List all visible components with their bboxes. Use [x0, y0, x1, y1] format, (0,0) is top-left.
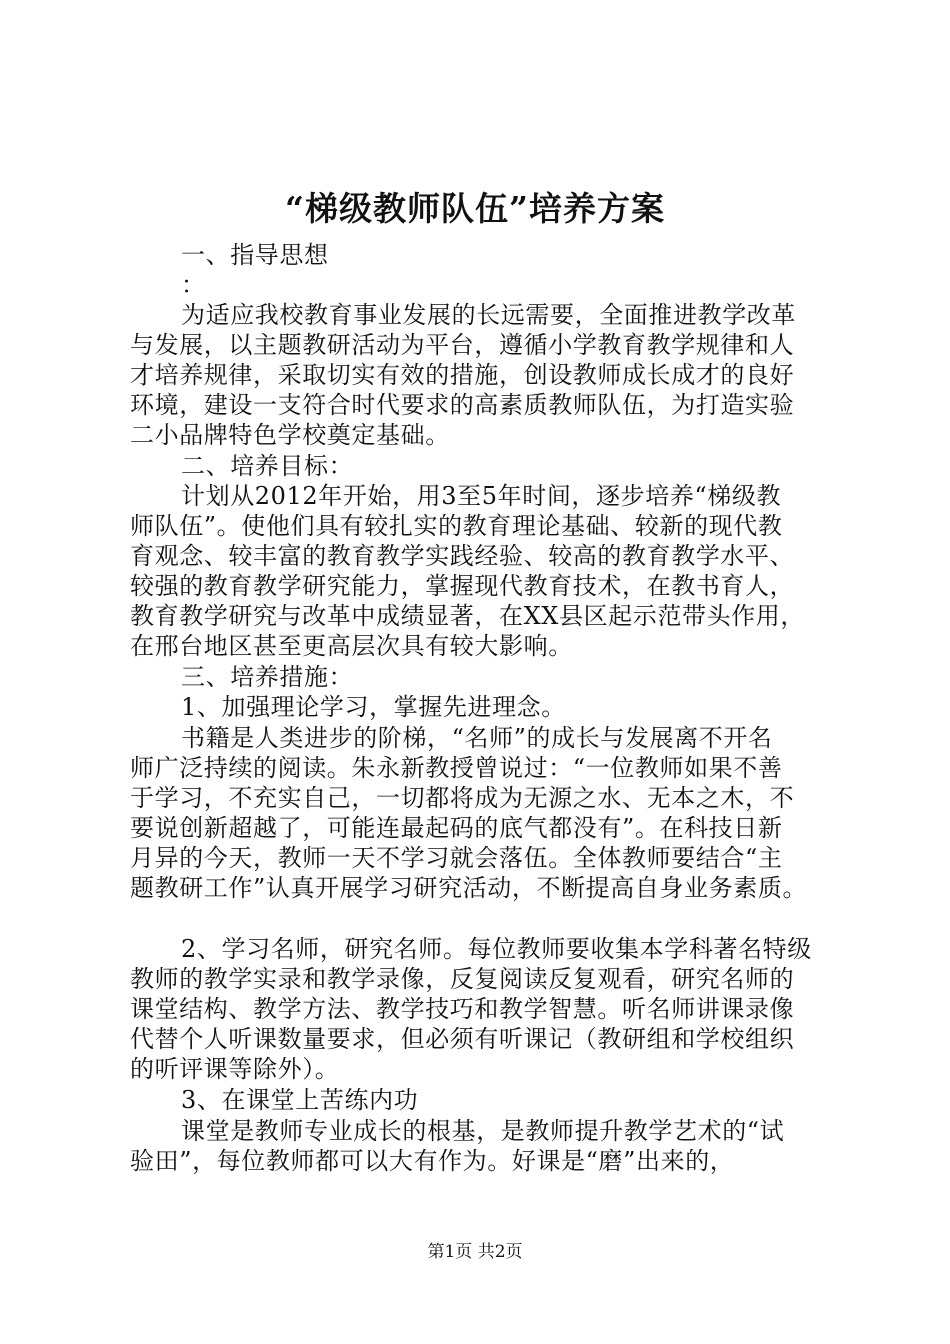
paragraph-line: 二小品牌特色学校奠定基础。	[130, 421, 450, 449]
paragraph-line: 才培养规律，采取切实有效的措施，创设教师成长成才的良好	[130, 361, 795, 389]
paragraph-line: 课堂结构、教学方法、教学技巧和教学智慧。听名师讲课录像	[130, 995, 795, 1023]
paragraph-line: 与发展，以主题教研活动为平台，遵循小学教育教学规律和人	[130, 331, 795, 359]
subheading-classroom-practice: 3、在课堂上苦练内功	[181, 1086, 419, 1114]
paragraph-line: 环境，建设一支符合时代要求的高素质教师队伍，为打造实验	[130, 391, 795, 419]
paragraph-line: 2、学习名师，研究名师。每位教师要收集本学科著名特级	[181, 935, 812, 963]
paragraph-line: 于学习，不充实自己，一切都将成为无源之水、无本之木，不	[130, 784, 795, 812]
paragraph-line: 在邢台地区甚至更高层次具有较大影响。	[130, 632, 573, 660]
section-heading-goals: 二、培养目标：	[181, 452, 354, 480]
subheading-theory-study: 1、加强理论学习，掌握先进理念。	[181, 693, 566, 721]
colon-line: ：	[181, 271, 206, 299]
paragraph-line: 计划从2012年开始，用3至5年时间，逐步培养“梯级教	[181, 482, 782, 510]
paragraph-line: 为适应我校教育事业发展的长远需要，全面推进教学改革	[181, 301, 796, 329]
paragraph-line: 书籍是人类进步的阶梯，“名师”的成长与发展离不开名	[181, 724, 773, 752]
paragraph-line: 课堂是教师专业成长的根基，是教师提升教学艺术的“试	[181, 1117, 785, 1145]
paragraph-line: 较强的教育教学研究能力，掌握现代教育技术，在教书育人，	[130, 572, 795, 600]
paragraph-line: 教师的教学实录和教学录像，反复阅读反复观看，研究名师的	[130, 965, 795, 993]
paragraph-line: 验田”，每位教师都可以大有作为。好课是“磨”出来的，	[130, 1147, 735, 1175]
section-heading-guiding-thought: 一、指导思想	[181, 241, 329, 269]
paragraph-line: 育观念、较丰富的教育教学实践经验、较高的教育教学水平、	[130, 542, 795, 570]
section-heading-measures: 三、培养措施：	[181, 663, 354, 691]
paragraph-line: 师广泛持续的阅读。朱永新教授曾说过：“一位教师如果不善	[130, 754, 783, 782]
paragraph-line: 要说创新超越了，可能连最起码的底气都没有”。在科技日新	[130, 814, 783, 842]
paragraph-line: 代替个人听课数量要求，但必须有听课记（教研组和学校组织	[130, 1025, 795, 1053]
paragraph-line: 月异的今天，教师一天不学习就会落伍。全体教师要结合“主	[130, 844, 783, 872]
paragraph-line: 师队伍”。使他们具有较扎实的教育理论基础、较新的现代教	[130, 512, 783, 540]
paragraph-line: 题教研工作”认真开展学习研究活动，不断提高自身业务素质。	[130, 874, 808, 902]
page-number-footer: 第1页 共2页	[427, 1242, 523, 1262]
paragraph-line: 的听评课等除外）。	[130, 1055, 340, 1083]
document-title: “梯级教师队伍”培养方案	[285, 189, 665, 228]
paragraph-line: 教育教学研究与改革中成绩显著，在XX县区起示范带头作用，	[130, 602, 805, 630]
